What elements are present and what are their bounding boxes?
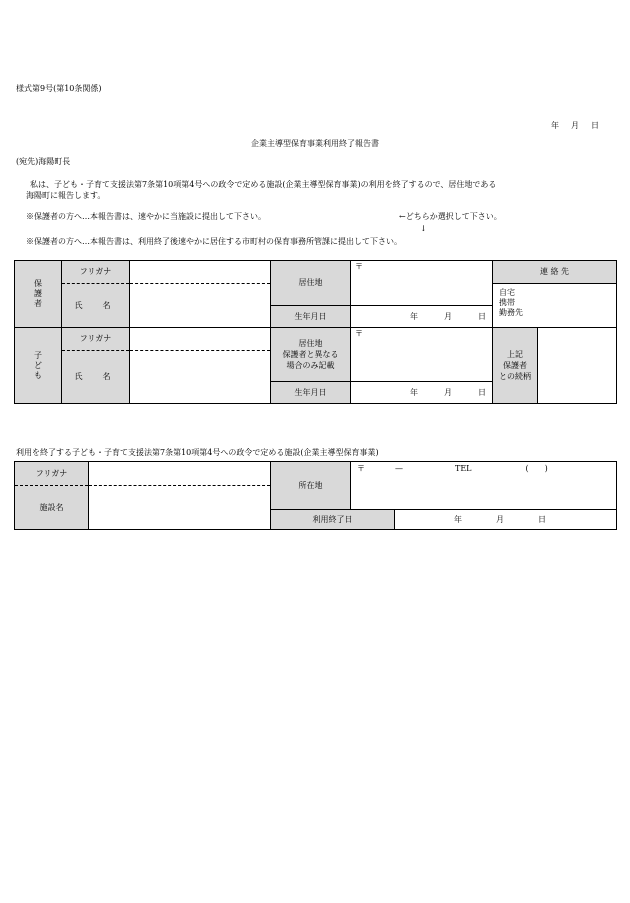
date-year-unit: 年 <box>551 121 559 130</box>
contact-header: 連 絡 先 <box>493 261 617 284</box>
facility-location-label: 所在地 <box>271 462 351 510</box>
end-date-label: 利用終了日 <box>271 510 395 530</box>
postal-mark: 〒 <box>355 262 363 271</box>
form-number: 様式第9号(第10条関係) <box>16 84 102 93</box>
guardian-furigana-label: フリガナ <box>62 261 130 284</box>
facility-furigana-label: フリガナ <box>15 462 89 486</box>
child-residence-field[interactable] <box>351 328 493 382</box>
date-day-unit: 日 <box>591 121 599 130</box>
guardian-furigana-field[interactable] <box>130 261 271 284</box>
date-month-unit: 月 <box>571 121 579 130</box>
facility-name-label: 施設名 <box>15 486 89 530</box>
facility-furigana-field[interactable] <box>89 462 271 486</box>
child-furigana-field[interactable] <box>130 328 271 351</box>
document-title: 企業主導型保育事業利用終了報告書 <box>251 139 379 148</box>
body-line-1: 私は、子ども・子育て支援法第7条第10項第4号への政令で定める施設(企業主導型保育事業)の利用を終了するので、居住地である <box>30 180 497 189</box>
facility-name-field[interactable] <box>89 486 271 530</box>
facility-location-field[interactable]: 〒 — TEL ( ) <box>351 462 617 510</box>
relation-label: 上記 保護者 との続柄 <box>493 328 538 404</box>
note-municipality: ※保護者の方へ…本報告書は、利用終了後速やかに居住する市町村の保育事務所管課に提出して下さい。 <box>26 237 402 246</box>
child-furigana-label: フリガナ <box>62 328 130 351</box>
contact-home: 自宅 <box>499 288 515 297</box>
choose-note: ←どちらか選択して下さい。 <box>399 212 502 221</box>
guardian-section-label: 保護者 <box>15 261 62 328</box>
contact-field[interactable] <box>493 284 617 328</box>
child-name-field[interactable] <box>130 351 271 404</box>
child-birthdate-label: 生年月日 <box>271 382 351 404</box>
child-residence-label: 居住地 保護者と異なる 場合のみ記載 <box>271 328 351 382</box>
postal-mark: 〒 <box>355 329 363 338</box>
date-line <box>551 121 599 131</box>
contact-work: 勤務先 <box>499 308 523 317</box>
guardian-residence-field[interactable] <box>351 261 493 306</box>
guardian-name-field[interactable] <box>130 284 271 328</box>
guardian-residence-label: 居住地 <box>271 261 351 306</box>
contact-mobile: 携帯 <box>499 298 515 307</box>
body-line-2: 海陽町に報告します。 <box>26 191 106 200</box>
guardian-child-table <box>14 260 617 404</box>
guardian-birthdate-field[interactable]: 年 月 日 <box>351 306 493 328</box>
end-date-field[interactable]: 年 月 日 <box>395 510 617 530</box>
child-section-label: 子ども <box>15 328 62 404</box>
child-name-label: 氏 名 <box>62 351 130 404</box>
down-arrow: ↓ <box>420 224 427 233</box>
child-birthdate-field[interactable]: 年 月 日 <box>351 382 493 404</box>
guardian-name-label: 氏 名 <box>62 284 130 328</box>
facility-heading: 利用を終了する子ども・子育て支援法第7条第10項第4号への政令で定める施設(企業主導型保育事業) <box>16 448 379 457</box>
note-facility: ※保護者の方へ…本報告書は、速やかに当施設に提出して下さい。 <box>26 212 266 221</box>
facility-table <box>14 461 617 530</box>
guardian-birthdate-label: 生年月日 <box>271 306 351 328</box>
addressee: (宛先)海陽町長 <box>16 157 71 166</box>
relation-field[interactable] <box>538 328 617 404</box>
